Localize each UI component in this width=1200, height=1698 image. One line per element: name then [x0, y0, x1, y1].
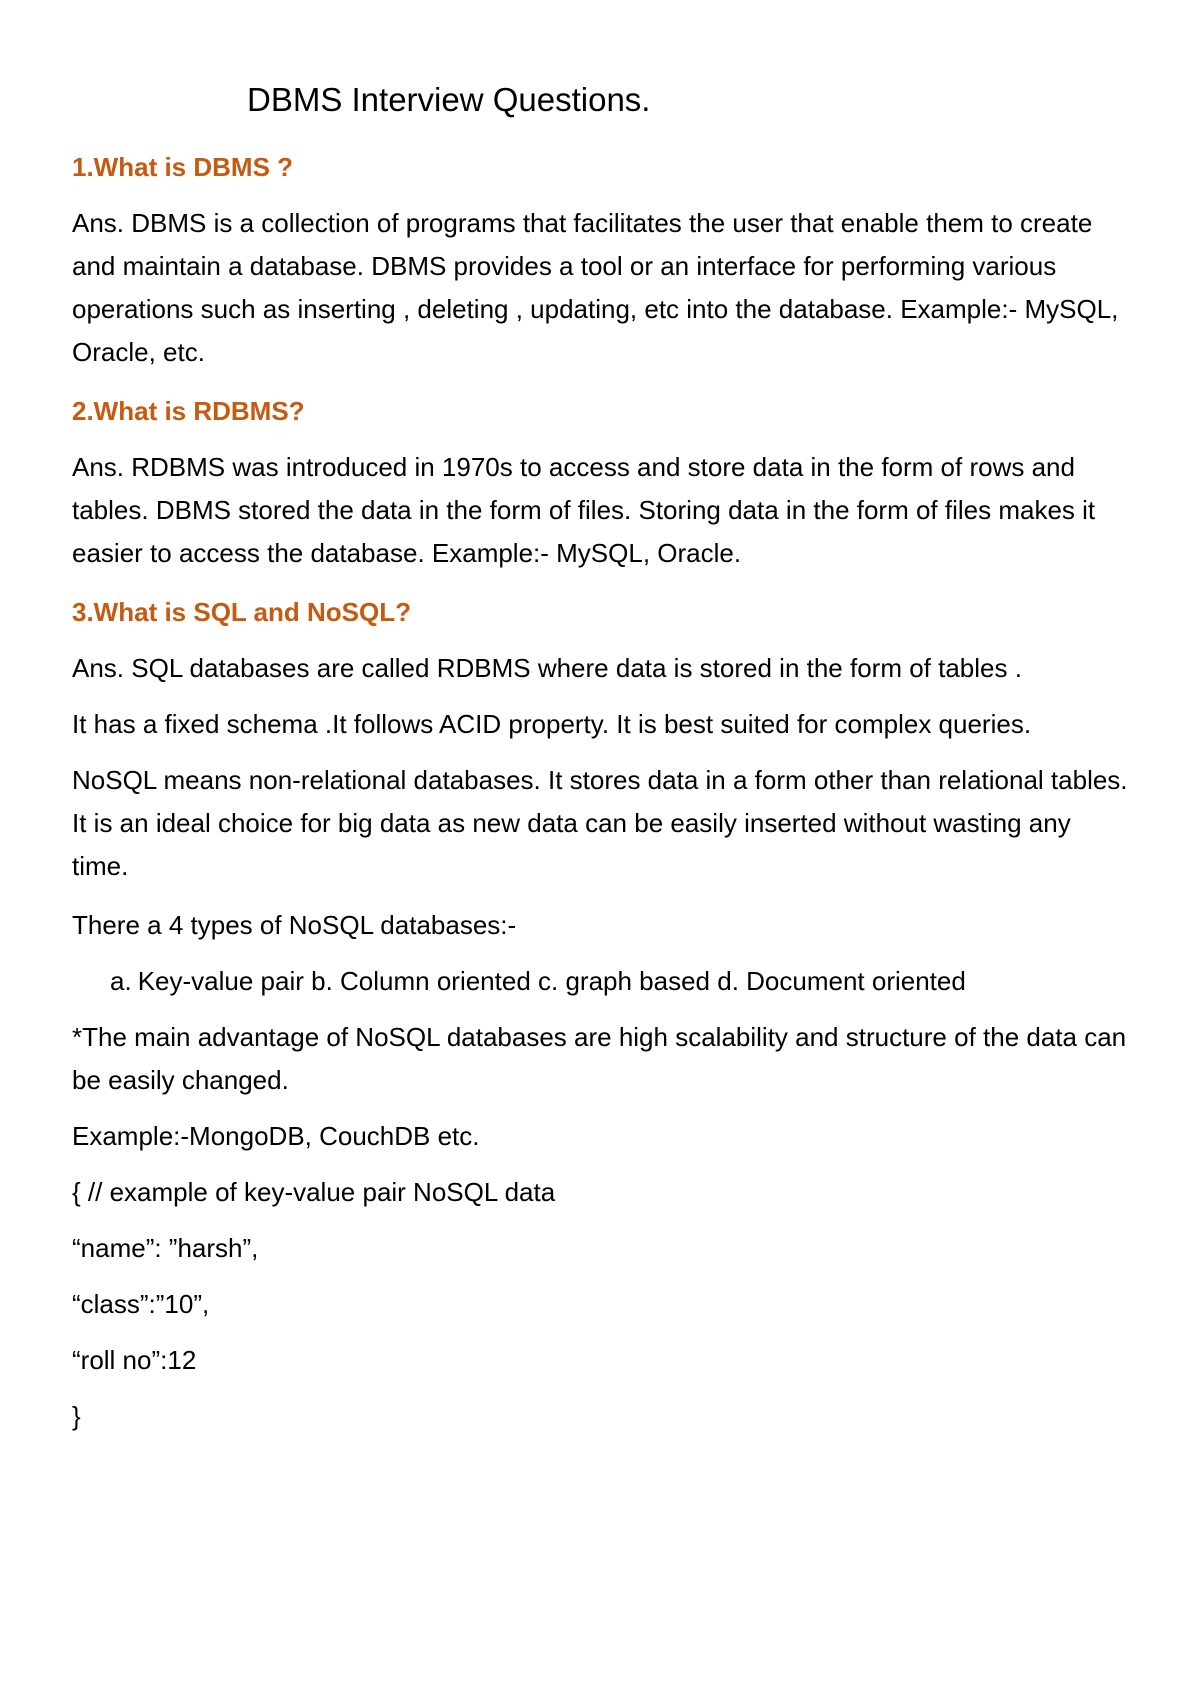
document-body [72, 146, 1132, 1451]
answer-paragraph: Ans. SQL databases are called RDBMS where data is stored in the form of tables . [72, 653, 1022, 683]
answer-paragraph: NoSQL means non-relational databases. It stores data in a form other than relational tables. It is an ideal choice for big data as new data can be easily inserted without wasting any time. [72, 765, 1128, 881]
document-title: DBMS Interview Questions. [247, 81, 651, 118]
code-line: “class”:”10”, [72, 1289, 210, 1319]
code-line: } [72, 1401, 81, 1431]
answer-paragraph: Ans. RDBMS was introduced in 1970s to access and store data in the form of rows and tables. DBMS stored the data in the form of files. Storing data in the form of files makes it easier to access the database. Example:- MySQL, Oracle. [72, 452, 1096, 568]
question-heading-2: 2.What is RDBMS? [72, 396, 305, 426]
question-heading-1: 1.What is DBMS ? [72, 152, 294, 182]
list-item: Key-value pair b. Column oriented c. graph based d. Document oriented [137, 966, 966, 996]
code-line: “roll no”:12 [72, 1345, 197, 1375]
code-line: “name”: ”harsh”, [72, 1233, 259, 1263]
answer-paragraph: Ans. DBMS is a collection of programs that facilitates the user that enable them to create and maintain a database. DBMS provides a tool or an interface for performing various operations such as inserting , deleting , updating, etc into the database. Example:- MySQL, Oracle, etc. [72, 208, 1119, 367]
list-marker: a. [110, 966, 132, 996]
question-heading-3: 3.What is SQL and NoSQL? [72, 597, 411, 627]
answer-paragraph: There a 4 types of NoSQL databases:- [72, 910, 517, 940]
nosql-types-list [72, 960, 1132, 1003]
answer-paragraph: *The main advantage of NoSQL databases are high scalability and structure of the data can be easily changed. [72, 1022, 1127, 1095]
answer-paragraph: It has a fixed schema .It follows ACID property. It is best suited for complex queries. [72, 709, 1032, 739]
answer-paragraph: Example:-MongoDB, CouchDB etc. [72, 1121, 480, 1151]
code-line: { // example of key-value pair NoSQL data [72, 1177, 556, 1207]
